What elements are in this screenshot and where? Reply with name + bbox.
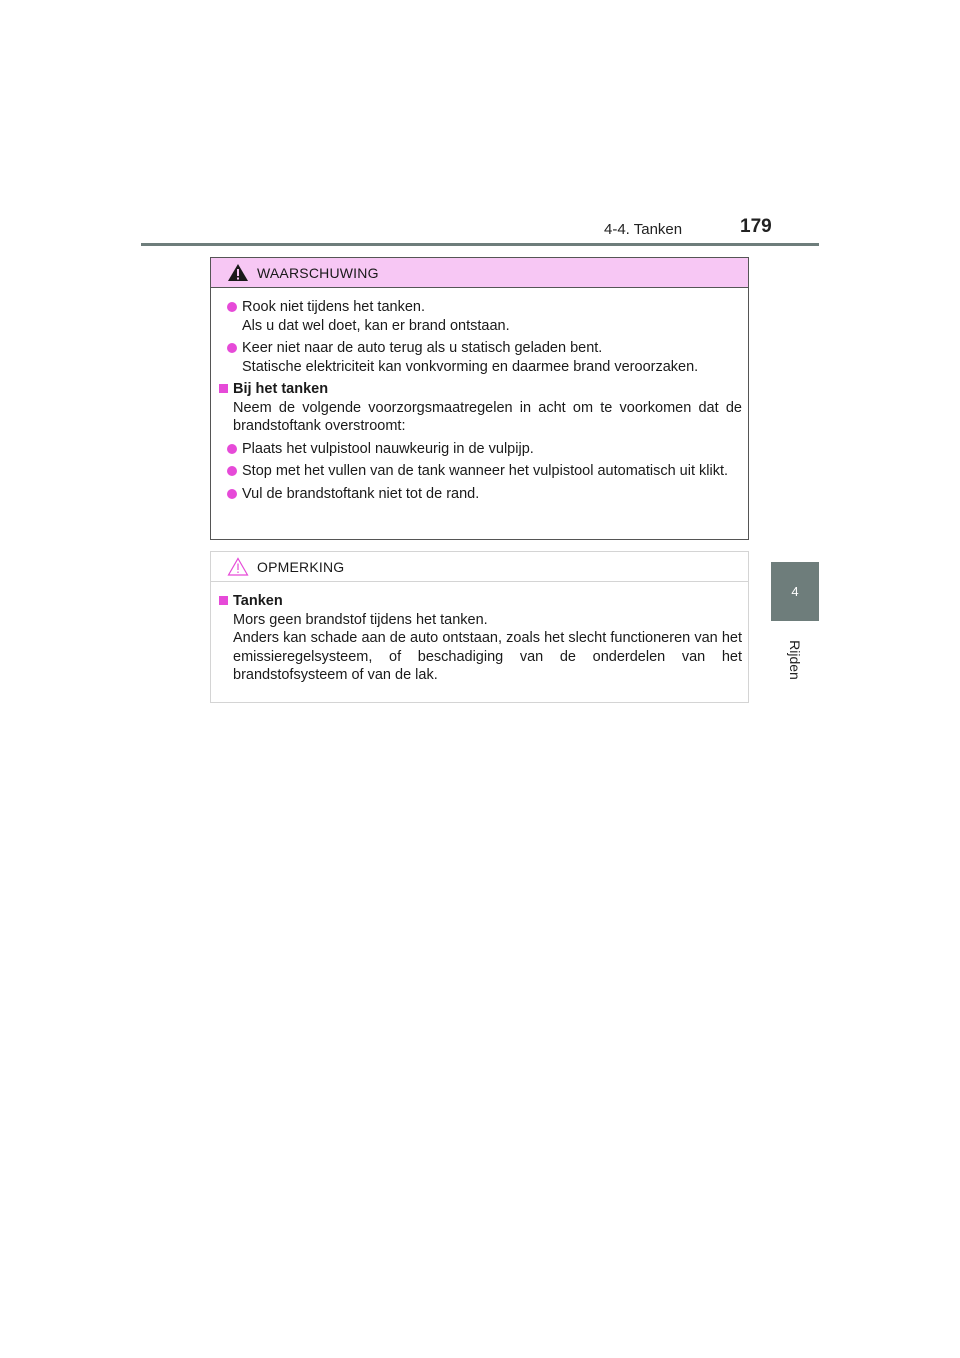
notice-title: OPMERKING	[257, 558, 345, 575]
section-heading-text: Tanken	[233, 593, 283, 609]
warning-body	[211, 288, 748, 503]
section-heading-text: Bij het tanken	[233, 381, 329, 397]
chapter-tab[interactable]	[771, 562, 819, 621]
warning-triangle-icon	[227, 263, 249, 282]
list-item-text: Plaats het vulpistool nauwkeurig in de vulpijp.	[242, 440, 534, 457]
list-item-text: Vul de brandstoftank niet tot de rand.	[242, 485, 480, 502]
notice-body	[211, 582, 748, 685]
list-item	[219, 462, 742, 481]
caution-triangle-icon	[227, 557, 249, 576]
warning-header	[211, 258, 748, 288]
bullet-icon	[227, 489, 237, 499]
bullet-icon	[227, 343, 237, 353]
list-item-text: Statische elektriciteit kan vonkvorming en daarmee brand veroorzaken.	[242, 358, 699, 375]
list-item-text: Keer niet naar de auto terug als u statisch geladen bent.	[242, 340, 603, 356]
notice-box	[210, 551, 749, 703]
notice-paragraph: Anders kan schade aan de auto ontstaan, zoals het slecht functioneren van het emissieregelsysteem, of beschadiging van de onderdelen van het brandstofsysteem of van de lak.	[233, 630, 742, 683]
bullet-icon	[227, 444, 237, 454]
list-item-text: Als u dat wel doet, kan er brand ontstaan.	[242, 317, 510, 334]
header-rule	[141, 243, 819, 246]
section-heading	[219, 380, 742, 399]
bullet-icon	[227, 302, 237, 312]
page-number: 179	[740, 216, 772, 237]
warning-title: WAARSCHUWING	[257, 264, 379, 281]
section-heading	[219, 592, 742, 611]
list-item	[219, 339, 742, 376]
warning-box	[210, 257, 749, 540]
list-item-text: Stop met het vullen van de tank wanneer het vulpistool automatisch uit klikt.	[242, 463, 729, 479]
square-bullet-icon	[219, 596, 228, 605]
list-item	[219, 298, 742, 335]
list-item-text: Rook niet tijdens het tanken.	[242, 299, 425, 315]
list-item	[219, 485, 742, 504]
notice-header	[211, 552, 748, 582]
chapter-label: Rijden	[787, 640, 803, 680]
running-header-section: 4-4. Tanken	[604, 221, 683, 238]
square-bullet-icon	[219, 384, 228, 393]
notice-paragraph: Mors geen brandstof tijdens het tanken.	[233, 611, 488, 628]
chapter-number: 4	[791, 584, 799, 599]
section-intro: Neem de volgende voorzorgsmaatregelen in acht om te voorkomen dat de brandstoftank overstroomt:	[233, 399, 742, 434]
list-item	[219, 440, 742, 459]
bullet-icon	[227, 466, 237, 476]
